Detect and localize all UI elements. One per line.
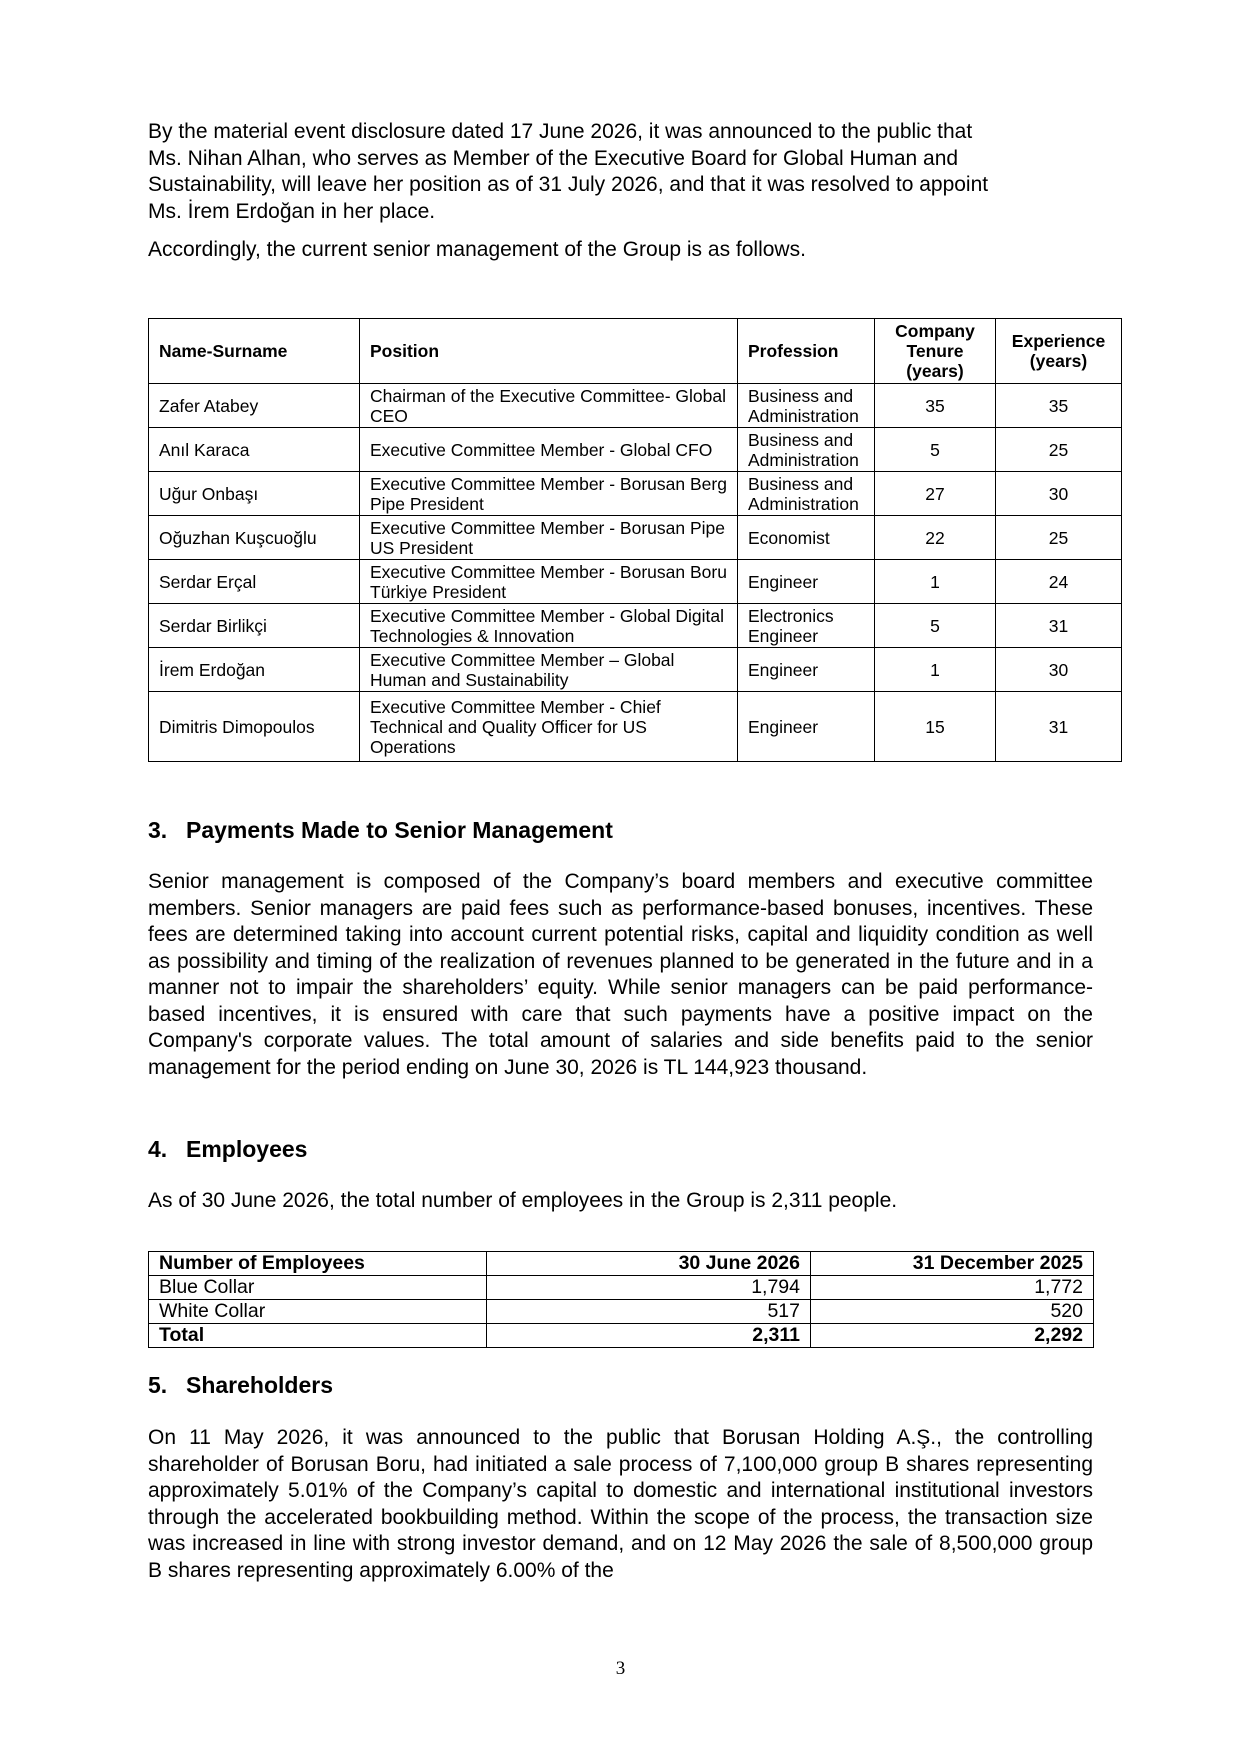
cell-dec: 1,772 [811,1276,1094,1300]
cell-position: Executive Committee Member - Borusan Berg Pipe President [360,472,738,516]
section-title: Employees [186,1136,308,1162]
cell-dec: 2,292 [811,1324,1094,1348]
section-heading-employees [148,1135,307,1163]
cell-tenure: 5 [875,428,996,472]
cell-profession: Electronics Engineer [738,604,875,648]
intro-lead-in: Accordingly, the current senior management of the Group is as follows. [148,238,806,261]
cell-jun: 2,311 [487,1324,811,1348]
employees-paragraph: As of 30 June 2026, the total number of employees in the Group is 2,311 people. [148,1189,898,1212]
cell-experience: 24 [996,560,1122,604]
cell-jun: 1,794 [487,1276,811,1300]
table-row [149,560,1122,604]
page-number: 3 [615,1658,626,1679]
header-jun: 30 June 2026 [487,1252,811,1276]
header-tenure: Company Tenure (years) [875,319,996,384]
table-row [149,692,1122,762]
cell-profession: Engineer [738,648,875,692]
cell-name: Zafer Atabey [149,384,360,428]
section-heading-payments [148,816,613,844]
table-row [149,428,1122,472]
section-number: 4. [148,1136,168,1162]
cell-tenure: 15 [875,692,996,762]
cell-name: Serdar Birlikçi [149,604,360,648]
cell-profession: Business and Administration [738,472,875,516]
header-experience: Experience (years) [996,319,1122,384]
cell-dec: 520 [811,1300,1094,1324]
cell-name: Serdar Erçal [149,560,360,604]
cell-position: Executive Committee Member - Borusan Pipe US President [360,516,738,560]
section-title: Shareholders [186,1372,333,1398]
section-title: Payments Made to Senior Management [186,817,613,843]
table-row [149,384,1122,428]
cell-tenure: 27 [875,472,996,516]
cell-position: Executive Committee Member - Global CFO [360,428,738,472]
table-total-row [149,1324,1094,1348]
table-row [149,472,1122,516]
intro-paragraph: By the material event disclosure dated 17 June 2026, it was announced to the public that Ms. Nihan Alhan, who serves as Member of the Executive Board for Global Human and Sustainability, will leave her position as of 31 July 2026, and that it was resolved to appoint Ms. İrem Erdoğan in her place. [148,120,989,223]
header-dec: 31 December 2025 [811,1252,1094,1276]
senior-management-table [148,318,1122,762]
table-header-row [149,319,1122,384]
cell-position: Executive Committee Member - Borusan Boru Türkiye President [360,560,738,604]
table-header-row [149,1252,1094,1276]
cell-profession: Economist [738,516,875,560]
header-profession: Profession [738,319,875,384]
cell-position: Executive Committee Member - Chief Technical and Quality Officer for US Operations [360,692,738,762]
table-row [149,1276,1094,1300]
cell-name: İrem Erdoğan [149,648,360,692]
table-row [149,648,1122,692]
cell-experience: 31 [996,604,1122,648]
employees-table [148,1251,1094,1348]
cell-experience: 30 [996,648,1122,692]
cell-experience: 25 [996,516,1122,560]
cell-tenure: 35 [875,384,996,428]
cell-name: Anıl Karaca [149,428,360,472]
section-number: 3. [148,817,168,843]
cell-experience: 30 [996,472,1122,516]
cell-profession: Engineer [738,692,875,762]
header-position: Position [360,319,738,384]
cell-name: Oğuzhan Kuşcuoğlu [149,516,360,560]
cell-name: Uğur Onbaşı [149,472,360,516]
cell-label: Total [149,1324,487,1348]
section-heading-shareholders [148,1371,333,1399]
cell-name: Dimitris Dimopoulos [149,692,360,762]
payments-paragraph: Senior management is composed of the Company’s board members and executive committee members. Senior managers are paid fees such as performance-based bonuses, incentives. These fees are determined taking into account current potential risks, capital and liquidity condition as well as possibility and timing of the realization of revenues planned to be generated in the future and in a manner not to impair the shareholders’ equity. While senior managers can be paid performance-based incentives, it is ensured with care that such payments have a positive impact on the Company's corporate values. The total amount of salaries and side benefits paid to the senior management for the period ending on June 30, 2026 is TL 144,923 thousand. [148,870,1093,1079]
table-row [149,604,1122,648]
shareholders-paragraph: On 11 May 2026, it was announced to the public that Borusan Holding A.Ş., the controlling shareholder of Borusan Boru, had initiated a sale process of 7,100,000 group B shares representing approximately 5.01% of the Company’s capital to domestic and international institutional investors through the accelerated bookbuilding method. Within the scope of the process, the transaction size was increased in line with strong investor demand, and on 12 May 2026 the sale of 8,500,000 group B shares representing approximately 6.00% of the [148,1426,1093,1582]
cell-profession: Engineer [738,560,875,604]
section-number: 5. [148,1372,168,1398]
cell-tenure: 5 [875,604,996,648]
header-label: Number of Employees [149,1252,487,1276]
cell-label: Blue Collar [149,1276,487,1300]
cell-experience: 31 [996,692,1122,762]
table-row [149,516,1122,560]
cell-jun: 517 [487,1300,811,1324]
cell-tenure: 1 [875,560,996,604]
cell-position: Executive Committee Member - Global Digital Technologies & Innovation [360,604,738,648]
cell-tenure: 1 [875,648,996,692]
cell-position: Executive Committee Member – Global Human and Sustainability [360,648,738,692]
cell-position: Chairman of the Executive Committee- Global CEO [360,384,738,428]
cell-profession: Business and Administration [738,384,875,428]
cell-label: White Collar [149,1300,487,1324]
header-name: Name-Surname [149,319,360,384]
cell-experience: 35 [996,384,1122,428]
cell-experience: 25 [996,428,1122,472]
table-row [149,1300,1094,1324]
cell-tenure: 22 [875,516,996,560]
cell-profession: Business and Administration [738,428,875,472]
